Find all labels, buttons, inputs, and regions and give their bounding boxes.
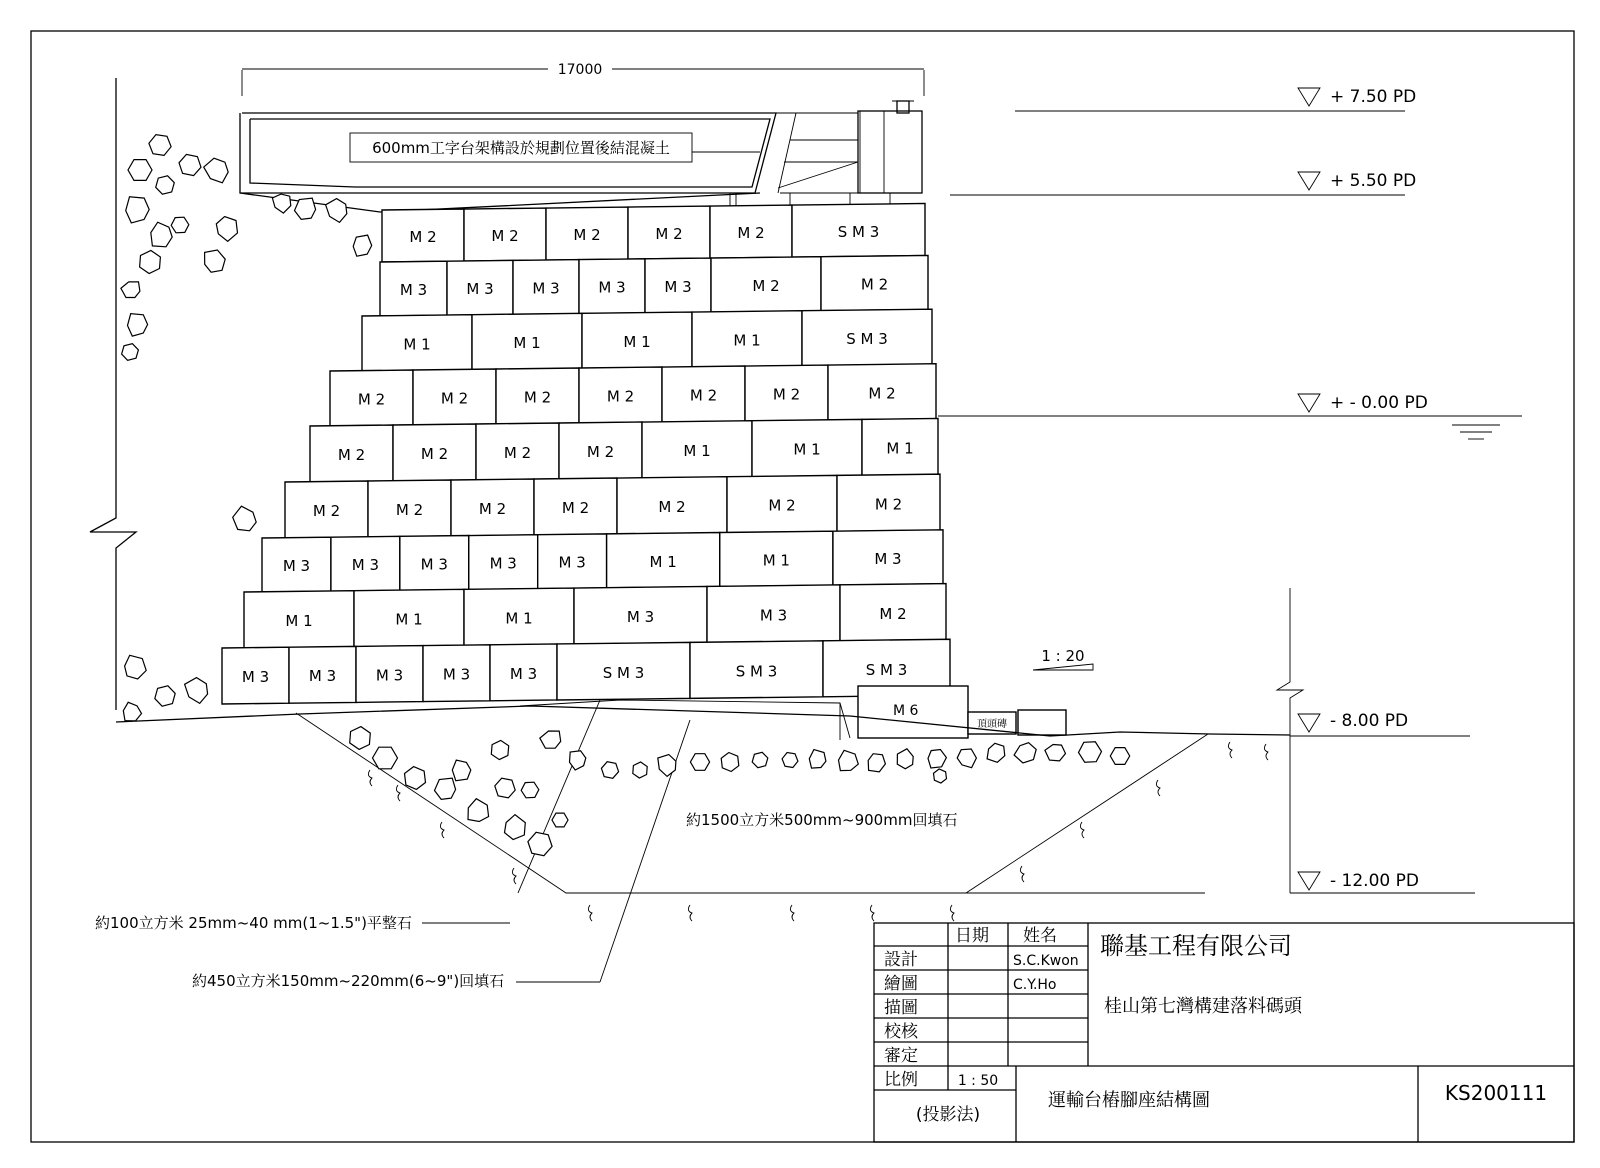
wall-block-label: M 2 — [503, 444, 532, 463]
rock-shape — [128, 314, 148, 336]
wall-block-label: M 3 — [664, 277, 692, 296]
wall-block-label: M 3 — [558, 553, 586, 572]
wall-block-label: M 1 — [793, 440, 821, 459]
rock-shape — [179, 154, 201, 175]
wall-block-label: M 1 — [623, 332, 651, 351]
seabed-mark — [368, 770, 372, 786]
rock-shape — [987, 743, 1005, 762]
rock-shape — [505, 815, 526, 840]
seabed-mark — [588, 905, 592, 921]
level-triangle-icon — [1298, 88, 1320, 106]
rock-shape — [868, 754, 885, 772]
level-triangle-icon — [1298, 172, 1320, 190]
rock-shape — [171, 217, 189, 233]
level-label: - 8.00 PD — [1330, 711, 1409, 731]
drawing-title: 運輸台樁腳座結構圖 — [1048, 1090, 1210, 1111]
wall-block-label: M 3 — [874, 550, 902, 569]
rock-shape — [957, 749, 976, 768]
rock-shape — [122, 344, 139, 361]
project-name: 桂山第七灣構建落料碼頭 — [1104, 996, 1302, 1017]
wall-block-label: M 1 — [886, 439, 914, 458]
note-backfill-mid: 約450立方米150mm~220mm(6~9")回填石 — [192, 972, 505, 990]
wall-block-label: S M 3 — [837, 223, 880, 242]
rock-shape — [809, 750, 826, 769]
wall-block-label: M 3 — [509, 664, 538, 683]
wall-block-label: M 2 — [357, 390, 386, 409]
wall-block-label: M 2 — [573, 226, 601, 245]
wall-block-label: M 2 — [440, 389, 469, 408]
wall-block-label: M 1 — [285, 612, 313, 630]
wall-block-label: M 1 — [733, 331, 761, 350]
rock-shape — [149, 135, 171, 156]
wall-block-label: M 2 — [395, 501, 424, 520]
rock-shape — [125, 655, 147, 679]
seabed-mark — [1020, 866, 1024, 882]
wall-block-label: S M 3 — [846, 330, 888, 349]
wall-block-label: M 2 — [606, 387, 635, 406]
wall-block-label: M 3 — [466, 280, 494, 299]
rock-shape — [205, 250, 226, 272]
toe-block-label: M 6 — [893, 703, 919, 719]
rock-shape — [140, 251, 161, 274]
level-label: - 12.00 PD — [1330, 871, 1419, 891]
rock-shape — [156, 176, 175, 194]
wall-block-label: M 2 — [737, 224, 765, 243]
rock-shape — [521, 782, 539, 798]
rock-shape — [1045, 745, 1066, 761]
projection-label: (投影法) — [915, 1105, 981, 1125]
rock-shape — [1079, 742, 1102, 762]
fill-notes — [95, 811, 957, 990]
seabed-mark — [1228, 742, 1232, 758]
rock-shape — [405, 767, 426, 790]
note-levelling: 約100立方米 25mm~40 mm(1~1.5")平整石 — [95, 914, 412, 932]
rock-shape — [528, 832, 552, 855]
scale-value: 1 : 50 — [957, 1073, 999, 1089]
wall-block-label: M 2 — [491, 227, 519, 246]
row-label: 審定 — [884, 1046, 918, 1066]
seabed-mark — [1264, 744, 1268, 760]
slope-indicator — [1033, 647, 1093, 670]
note-backfill-large: 約1500立方米500mm~900mm回填石 — [686, 811, 958, 829]
wall-block-label: M 2 — [752, 277, 780, 296]
row-label: 校核 — [884, 1022, 918, 1042]
row-label: 繪圖 — [884, 974, 918, 994]
wall-block-label: M 3 — [399, 281, 428, 299]
col-date: 日期 — [955, 926, 989, 946]
rock-shape — [633, 762, 647, 778]
wall-block-label: M 2 — [523, 388, 552, 407]
rock-shape — [353, 235, 372, 256]
slope-label: 1 : 20 — [1041, 647, 1085, 665]
rock-shape — [155, 686, 175, 706]
wall-block-label: M 3 — [442, 665, 471, 684]
wall-block-label: S M 3 — [865, 660, 908, 679]
wall-block-label: M 3 — [241, 668, 270, 686]
toe-blocks — [858, 686, 1066, 738]
wall-block-label: M 3 — [626, 608, 655, 627]
rock-shape — [540, 731, 561, 748]
wall-block-label: M 2 — [689, 386, 718, 405]
wall-block-label: M 2 — [879, 604, 907, 623]
rock-shape — [690, 754, 709, 771]
wall-block-label: M 3 — [308, 667, 337, 686]
level-label: + 7.50 PD — [1330, 87, 1417, 107]
rock-shape — [658, 755, 676, 777]
row-name: S.C.Kwon — [1013, 953, 1079, 969]
wall-block-label: M 3 — [532, 279, 560, 298]
seabed-mark — [1156, 780, 1160, 796]
wall-block-label: M 3 — [375, 666, 404, 685]
rock-shape — [452, 760, 471, 781]
wall-block-label: M 2 — [409, 228, 437, 246]
seabed-mark — [870, 905, 874, 921]
wall-block-label: M 2 — [420, 445, 449, 464]
level-markers — [938, 87, 1522, 893]
seabed-mark — [512, 868, 516, 884]
rock-shape — [185, 678, 208, 704]
rock-shape — [782, 753, 798, 768]
rock-shape — [721, 753, 739, 772]
rock-shape — [491, 740, 508, 759]
wall-block-label: M 2 — [337, 446, 366, 464]
rock-shape — [204, 158, 229, 183]
rock-shape — [839, 750, 859, 770]
rock-shape — [121, 282, 140, 298]
rock-shape — [151, 222, 172, 247]
wall-block-label: M 2 — [478, 500, 507, 519]
wall-block-label: S M 3 — [735, 662, 778, 681]
wall-block-label: M 2 — [658, 498, 686, 517]
rock-shape — [552, 813, 568, 827]
seabed-mark — [950, 905, 954, 921]
wall-block-label: M 2 — [874, 495, 903, 514]
level-triangle-icon — [1298, 394, 1320, 412]
wall-block-label: M 2 — [868, 384, 896, 403]
row-label: 描圖 — [884, 998, 918, 1018]
seabed-mark — [1080, 822, 1084, 838]
wall-block-label: M 3 — [489, 554, 517, 573]
concrete-slab — [240, 113, 776, 212]
wall-block-label: M 3 — [598, 278, 626, 297]
scale-label: 比例 — [884, 1070, 918, 1090]
rock-shape — [934, 769, 947, 783]
rock-shape — [126, 197, 150, 223]
seabed-mark — [688, 905, 692, 921]
rock-shape — [1014, 743, 1036, 763]
rock-shape — [601, 762, 618, 779]
wall-block-label: M 3 — [282, 557, 311, 575]
rock-shape — [216, 217, 237, 242]
cap-block-label: 頂頭磚 — [977, 719, 1007, 730]
block-wall — [222, 203, 950, 704]
level-label: + 5.50 PD — [1330, 171, 1417, 191]
wall-block-label: S M 3 — [602, 663, 645, 682]
wall-block-label: M 1 — [762, 551, 790, 570]
drawing-number: KS200111 — [1444, 1081, 1548, 1105]
dimension-17000 — [242, 62, 924, 96]
wall-block-label: M 2 — [586, 443, 615, 462]
seabed-mark — [396, 785, 400, 801]
rock-shape — [1110, 748, 1129, 765]
rock-shape — [752, 752, 768, 767]
title-block — [874, 923, 1574, 1142]
rock-shape — [468, 799, 489, 822]
wall-block-label: M 1 — [395, 610, 423, 629]
rock-shape — [326, 199, 347, 223]
rock-shape — [272, 194, 290, 213]
wall-block-label: M 3 — [351, 556, 380, 575]
company-name: 聯基工程有限公司 — [1100, 932, 1292, 960]
rock-shape — [128, 160, 152, 181]
rock-shape — [897, 749, 913, 769]
wall-block-label: M 2 — [772, 385, 801, 404]
rock-shape — [123, 702, 141, 721]
wall-block-label: M 2 — [561, 499, 590, 518]
slab-note: 600mm工字台架構設於規劃位置後結混凝土 — [372, 139, 670, 157]
wall-block-label: M 3 — [759, 606, 788, 625]
rock-shape — [928, 750, 946, 769]
seabed-mark — [440, 822, 444, 838]
rock-shape — [350, 727, 371, 750]
wall-block-label: M 1 — [513, 334, 541, 353]
level-triangle-icon — [1298, 714, 1320, 732]
wall-block-label: M 2 — [768, 496, 796, 515]
level-label: + - 0.00 PD — [1330, 393, 1428, 413]
level-triangle-icon — [1298, 872, 1320, 890]
col-name: 姓名 — [1023, 926, 1057, 946]
row-label: 設計 — [884, 950, 918, 970]
wall-block-label: M 2 — [860, 275, 889, 294]
wall-block-label: M 1 — [403, 335, 431, 354]
rock-shape — [495, 778, 515, 798]
wall-block-label: M 1 — [683, 442, 711, 461]
rock-shape — [233, 506, 257, 531]
seabed-mark — [790, 905, 794, 921]
wall-block-label: M 1 — [649, 552, 677, 571]
row-name: C.Y.Ho — [1013, 977, 1057, 993]
rock-shape — [373, 747, 398, 769]
wall-block-label: M 3 — [420, 555, 448, 574]
dimension-label: 17000 — [557, 62, 603, 78]
steel-bracket — [730, 101, 922, 208]
rock-shape — [435, 778, 456, 799]
wall-block-label: M 2 — [655, 225, 683, 244]
wall-block-label: M 1 — [505, 609, 533, 628]
wall-block-label: M 2 — [312, 502, 341, 520]
